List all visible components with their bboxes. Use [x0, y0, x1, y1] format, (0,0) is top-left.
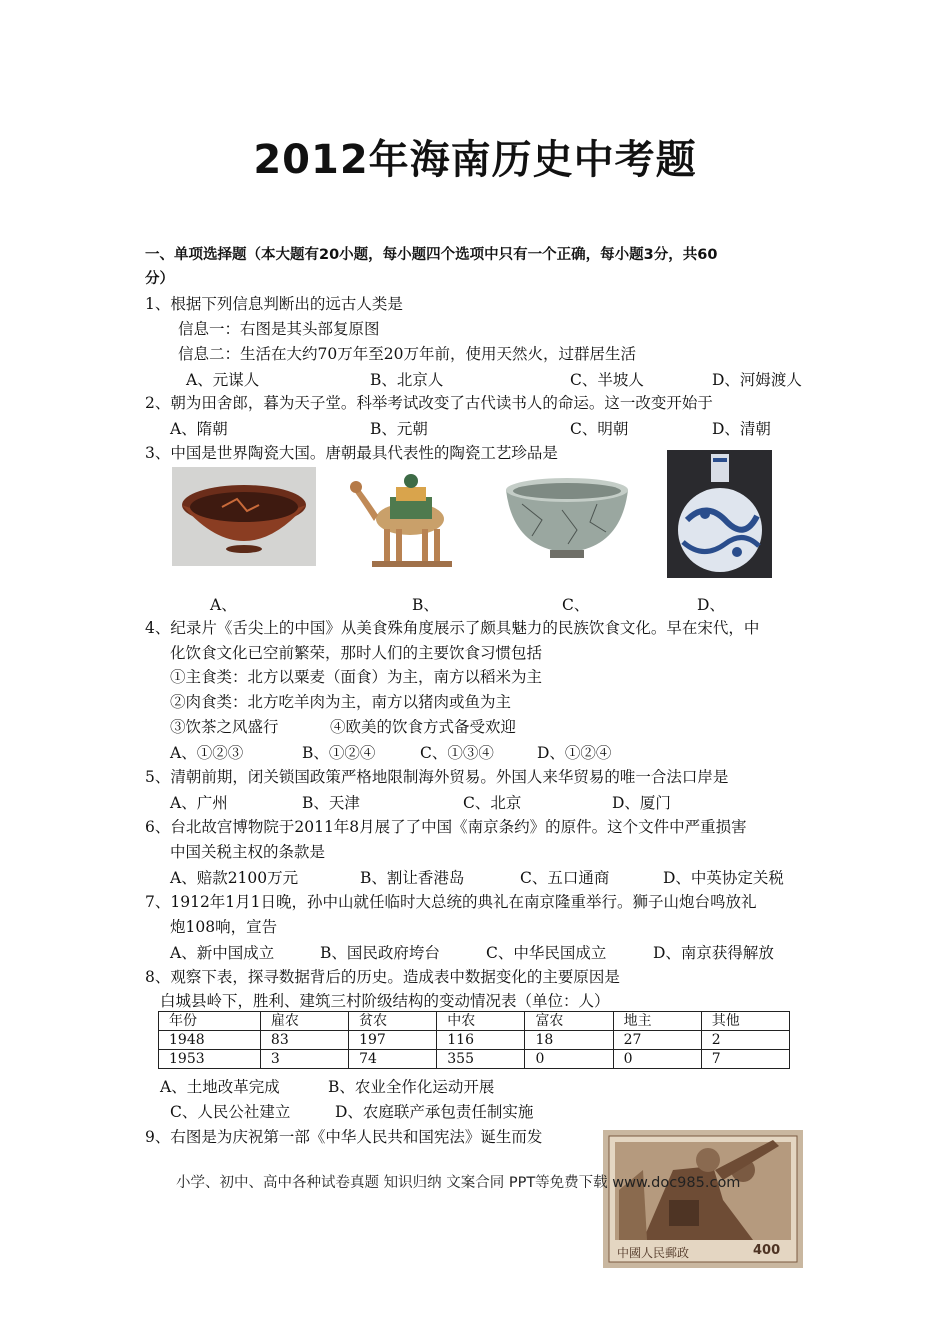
q6-option-c[interactable]: C、五口通商: [520, 869, 610, 887]
table-cell: 116: [437, 1031, 525, 1050]
q6-option-d[interactable]: D、中英协定关税: [663, 869, 784, 887]
q6-option-b[interactable]: B、割让香港岛: [360, 869, 465, 887]
q3-option-d[interactable]: D、: [697, 596, 725, 614]
q2-option-d[interactable]: D、清朝: [712, 420, 771, 438]
q6-option-a[interactable]: A、赔款2100万元: [170, 869, 299, 887]
tri-color-camel-image: [344, 467, 472, 569]
table-header-cell: 中农: [437, 1012, 525, 1031]
question-6-line1: 6、台北故宫博物院于2011年8月展了了中国《南京条约》的原件。这个文件中严重损害: [145, 818, 747, 836]
q5-option-b[interactable]: B、天津: [302, 794, 360, 812]
q5-option-d[interactable]: D、厦门: [612, 794, 671, 812]
table-caption: 白城县岭下，胜利、建筑三村阶级结构的变动情况表（单位：人）: [160, 992, 610, 1010]
stamp-value-text: 400: [753, 1243, 781, 1258]
q7-option-d[interactable]: D、南京获得解放: [653, 944, 774, 962]
table-cell: 27: [613, 1031, 701, 1050]
table-cell: 83: [260, 1031, 348, 1050]
q2-option-c[interactable]: C、明朝: [570, 420, 629, 438]
question-1-info2: 信息二：生活在大约70万年至20万年前，使用天然火，过群居生活: [178, 345, 636, 363]
q7-option-a[interactable]: A、新中国成立: [170, 944, 275, 962]
q8-option-c[interactable]: C、人民公社建立: [170, 1103, 291, 1121]
q2-option-b[interactable]: B、元朝: [370, 420, 428, 438]
q2-option-a[interactable]: A、隋朝: [170, 420, 228, 438]
q5-option-c[interactable]: C、北京: [463, 794, 522, 812]
table-header-cell: 贫农: [349, 1012, 437, 1031]
question-4-item1: ①主食类：北方以粟麦（面食）为主，南方以稻米为主: [170, 668, 543, 686]
question-4-item3: ③饮茶之风盛行: [170, 718, 279, 736]
question-8-stem: 8、观察下表，探寻数据背后的历史。造成表中数据变化的主要原因是: [145, 968, 620, 986]
table-header-cell: 雇农: [260, 1012, 348, 1031]
question-4-item2: ②肉食类：北方吃羊肉为主，南方以猪肉或鱼为主: [170, 693, 512, 711]
question-1-stem: 1、根据下列信息判断出的远古人类是: [145, 295, 403, 313]
table-cell: 355: [437, 1050, 525, 1069]
q4-option-a[interactable]: A、①②③: [170, 744, 244, 762]
footer-watermark-text: 小学、初中、高中各种试卷真题 知识归纳 文案合同 PPT等免费下载 www.doc985.com: [176, 1175, 741, 1191]
q4-option-c[interactable]: C、①③④: [420, 744, 494, 762]
table-header-row: [159, 1012, 790, 1031]
table-cell: 74: [349, 1050, 437, 1069]
table-header-cell: 地主: [613, 1012, 701, 1031]
q7-option-c[interactable]: C、中华民国成立: [486, 944, 607, 962]
question-3-stem: 3、中国是世界陶瓷大国。唐朝最具代表性的陶瓷工艺珍品是: [145, 444, 558, 462]
question-7-line1: 7、1912年1月1日晚，孙中山就任临时大总统的典礼在南京隆重举行。狮子山炮台鸣放礼: [145, 893, 757, 911]
q5-option-a[interactable]: A、广州: [170, 794, 228, 812]
q3-option-c[interactable]: C、: [562, 596, 590, 614]
q8-option-d[interactable]: D、农庭联产承包责任制实施: [335, 1103, 534, 1121]
question-6-line2: 中国关税主权的条款是: [170, 843, 326, 861]
stamp-country-text: 中國人民郵政: [617, 1246, 690, 1260]
q1-option-a[interactable]: A、元谋人: [186, 371, 260, 389]
table-header-cell: 年份: [159, 1012, 261, 1031]
question-9-stem: 9、右图是为庆祝第一部《中华人民共和国宪法》诞生而发: [145, 1128, 543, 1146]
q4-option-d[interactable]: D、①②④: [537, 744, 612, 762]
q1-option-b[interactable]: B、北京人: [370, 371, 444, 389]
question-4-line1: 4、纪录片《舌尖上的中国》从美食殊角度展示了颇具魅力的民族饮食文化。早在宋代，中: [145, 619, 760, 637]
q3-option-b[interactable]: B、: [412, 596, 439, 614]
table-cell: 1948: [159, 1031, 261, 1050]
table-header-cell: 富农: [525, 1012, 613, 1031]
question-1-info1: 信息一：右图是其头部复原图: [178, 320, 380, 338]
q7-option-b[interactable]: B、国民政府垮台: [320, 944, 440, 962]
class-structure-table: [158, 1011, 790, 1069]
table-cell: 7: [701, 1050, 789, 1069]
table-cell: 3: [260, 1050, 348, 1069]
table-cell: 0: [525, 1050, 613, 1069]
q3-option-a[interactable]: A、: [210, 596, 237, 614]
section-heading-cont: 分）: [145, 271, 174, 287]
page-title: 2012年海南历史中考题: [253, 137, 697, 183]
question-5-stem: 5、清朝前期，闭关锁国政策严格地限制海外贸易。外国人来华贸易的唯一合法口岸是: [145, 768, 729, 786]
table-cell: 1953: [159, 1050, 261, 1069]
q1-option-d[interactable]: D、河姆渡人: [712, 371, 802, 389]
table-cell: 197: [349, 1031, 437, 1050]
constitution-stamp-image: [603, 1130, 803, 1268]
table-cell: 18: [525, 1031, 613, 1050]
q8-option-a[interactable]: A、土地改革完成: [160, 1078, 280, 1096]
question-2-stem: 2、朝为田舍郎，暮为天子堂。科举考试改变了古代读书人的命运。这一改变开始于: [145, 394, 713, 412]
question-4-line2: 化饮食文化已空前繁荣，那时人们的主要饮食习惯包括: [170, 644, 543, 662]
q1-option-c[interactable]: C、半坡人: [570, 371, 644, 389]
table-header-cell: 其他: [701, 1012, 789, 1031]
crackle-glaze-bowl-image: [502, 470, 632, 565]
question-4-item4: ④欧美的饮食方式备受欢迎: [330, 718, 517, 736]
table-row: [159, 1050, 790, 1069]
q8-option-b[interactable]: B、农业全作化运动开展: [328, 1078, 495, 1096]
section-heading: 一、单项选择题（本大题有20小题，每小题四个选项中只有一个正确，每小题3分，共60: [145, 247, 718, 263]
question-7-line2: 炮108响，宣告: [170, 918, 278, 936]
pottery-bowl-image: [172, 467, 316, 566]
table-cell: 0: [613, 1050, 701, 1069]
blue-white-vase-image: [667, 450, 772, 578]
q4-option-b[interactable]: B、①②④: [302, 744, 376, 762]
table-row: [159, 1031, 790, 1050]
table-cell: 2: [701, 1031, 789, 1050]
